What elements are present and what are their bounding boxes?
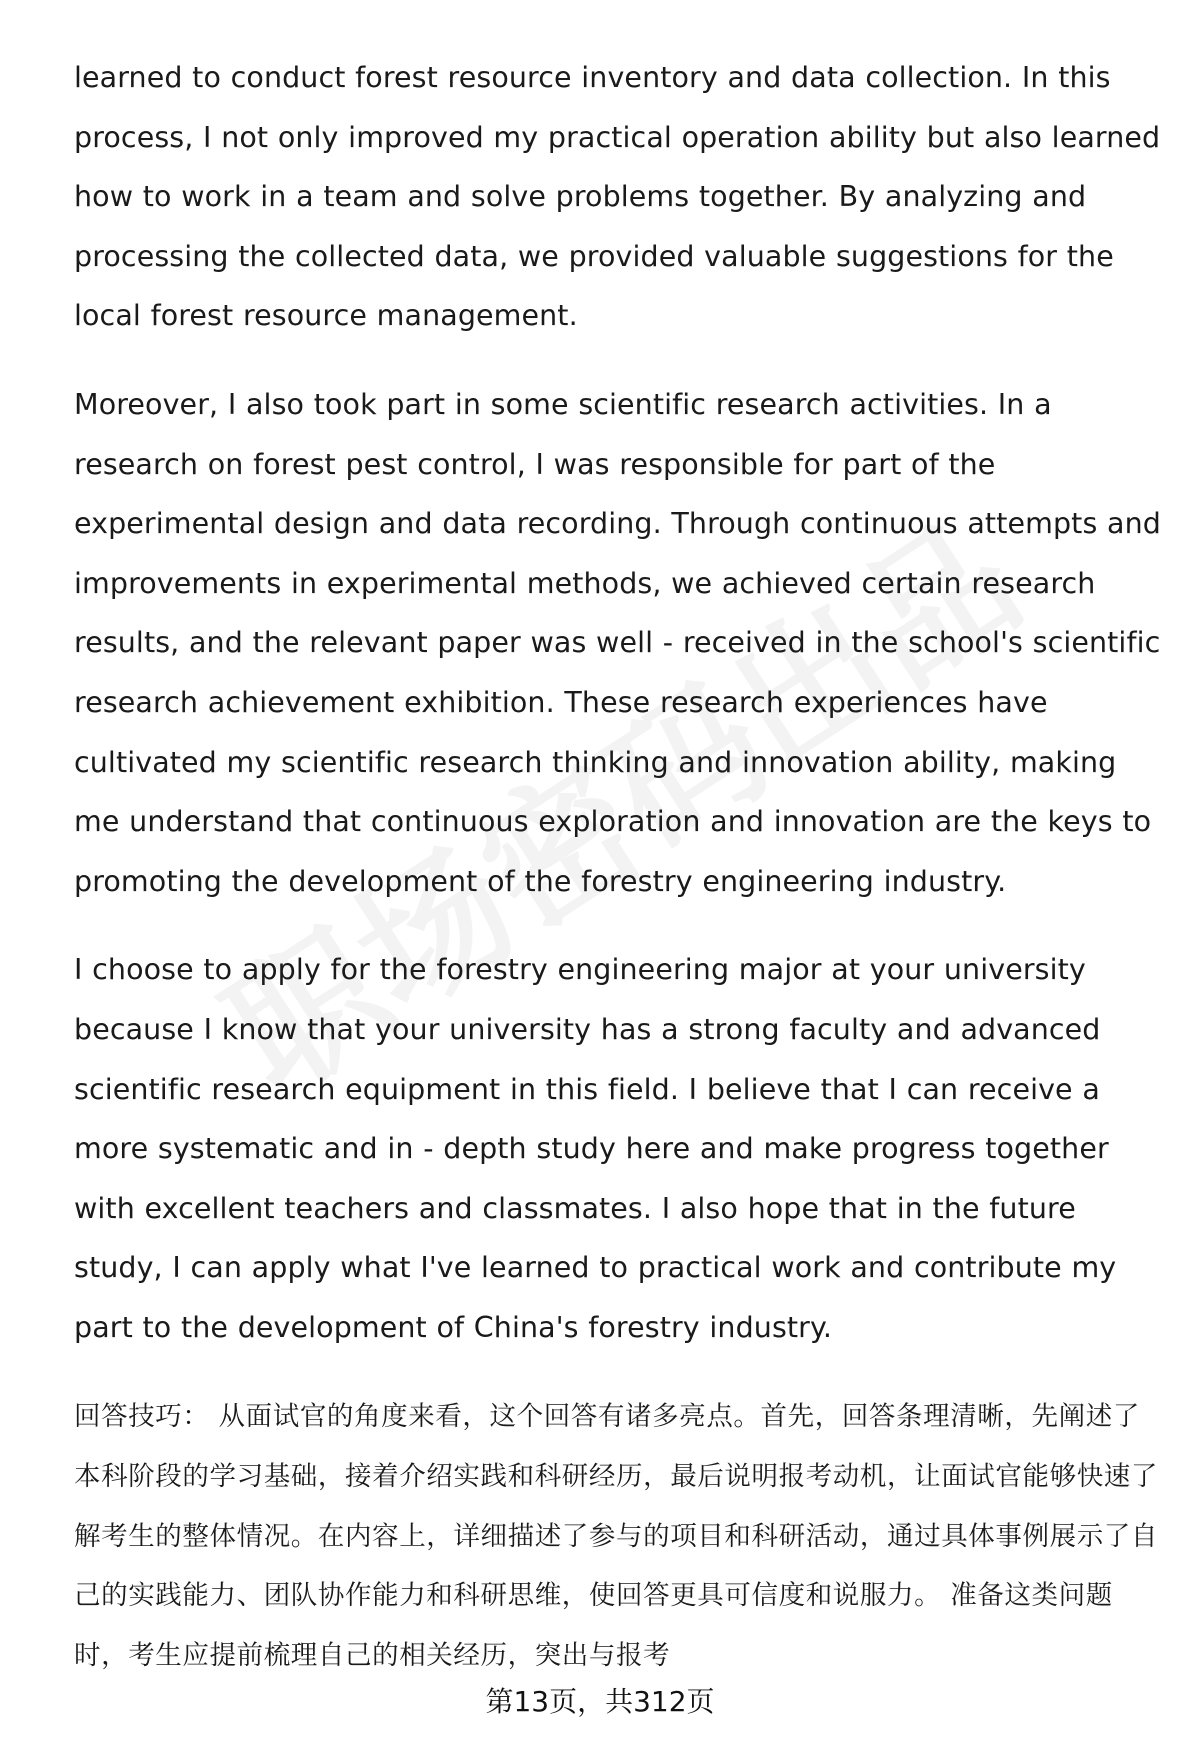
page-number: 第13页，共312页: [485, 1685, 715, 1718]
document-body: [74, 48, 1164, 1685]
paragraph-research: Moreover, I also took part in some scientific research activities. In a research on forest pest control, I was responsible for part of the experimental design and data recording. Through continuous attempts and improvements in experimental methods, we achieved certain research results, and the relevant paper was well - received in the school's scientific research achievement exhibition. These research experiences have cultivated my scientific research thinking and innovation ability, making me understand that continuous exploration and innovation are the keys to promoting the development of the forestry engineering industry.: [74, 387, 1161, 898]
paragraph-practice: learned to conduct forest resource inventory and data collection. In this process, I not only improved my practical operation ability but also learned how to work in a team and solve problems together. By analyzing and processing the collected data, we provided valuable suggestions for the local forest resource management.: [74, 61, 1161, 333]
paragraph-motivation: I choose to apply for the forestry engineering major at your university because I know that your university has a strong faculty and advanced scientific research equipment in this field. I believe that I can receive a more systematic and in - depth study here and make progress together with excellent teachers and classmates. I also hope that in the future study, I can apply what I've learned to practical work and contribute my part to the development of China's forestry industry.: [74, 953, 1117, 1344]
answer-tips: 回答技巧： 从面试官的角度来看，这个回答有诸多亮点。首先，回答条理清晰，先阐述了本科阶段的学习基础，接着介绍实践和科研经历，最后说明报考动机，让面试官能够快速了解考生的整体情况。在内容上，详细描述了参与的项目和科研活动，通过具体事例展示了自己的实践能力、团队协作能力和科研思维，使回答更具可信度和说服力。 准备这类问题时，考生应提前梳理自己的相关经历，突出与报考: [74, 1401, 1158, 1671]
